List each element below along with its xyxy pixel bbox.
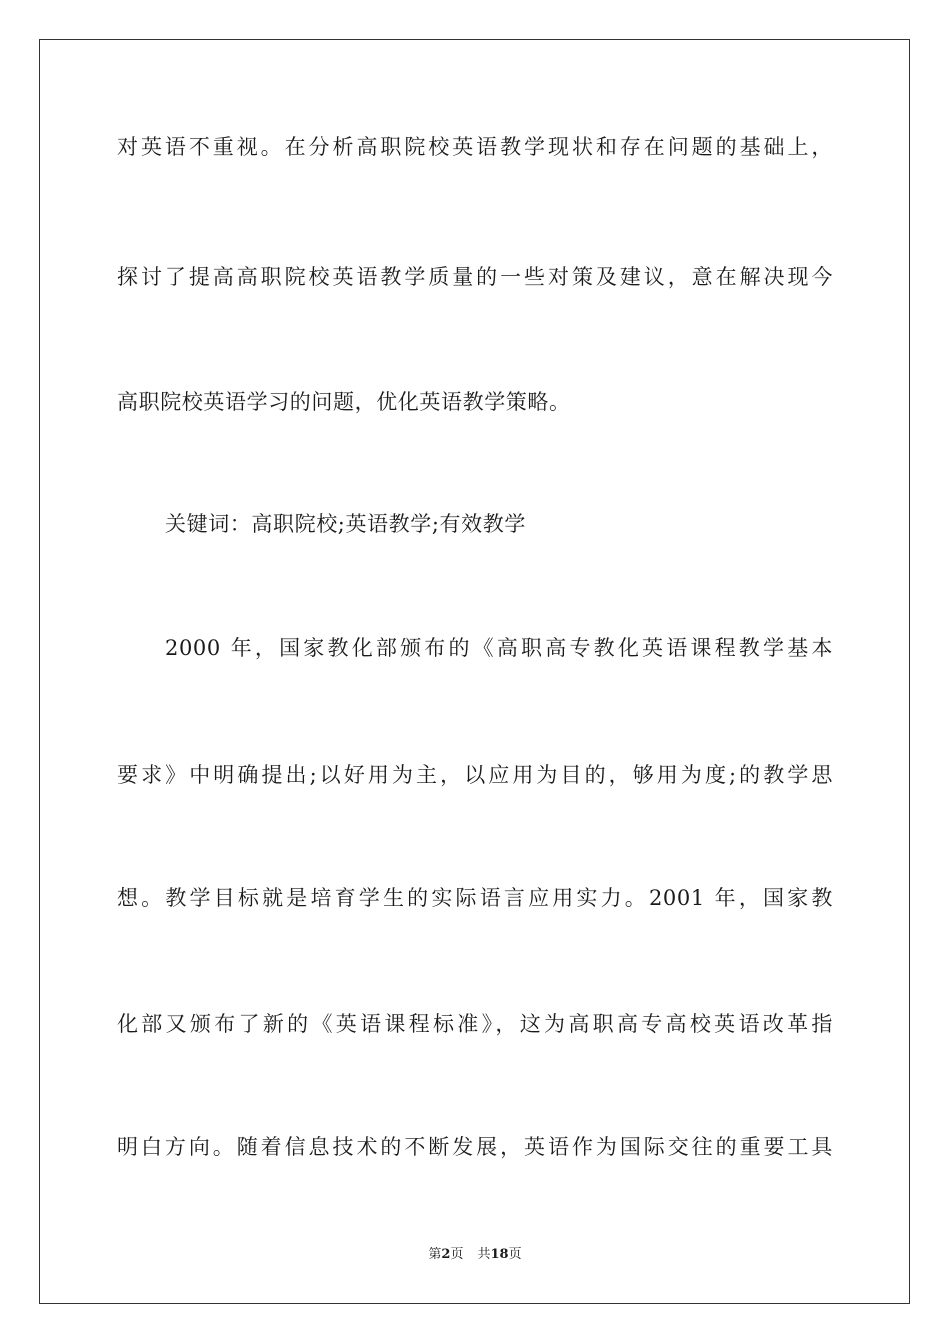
total-pages: 18 — [490, 1247, 509, 1262]
body-text-line: 要求》中明确提出;以好用为主，以应用为目的，够用为度;的教学思 — [117, 763, 833, 787]
body-text-line: 探讨了提高高职院校英语教学质量的一些对策及建议，意在解决现今 — [117, 265, 833, 289]
body-text-line: 对英语不重视。在分析高职院校英语教学现状和存在问题的基础上， — [117, 135, 833, 159]
body-text-line: 明白方向。随着信息技术的不断发展，英语作为国际交往的重要工具 — [117, 1135, 833, 1159]
keywords-line: 关键词：高职院校;英语教学;有效教学 — [165, 512, 526, 536]
page-number: 2 — [441, 1247, 451, 1262]
page-prefix: 第 — [428, 1247, 442, 1262]
total-unit: 页 — [508, 1247, 522, 1262]
body-text-line: 想。教学目标就是培育学生的实际语言应用实力。2001 年，国家教 — [117, 886, 833, 910]
body-text-line: 高职院校英语学习的问题，优化英语教学策略。 — [117, 390, 571, 414]
body-text-line: 2000 年，国家教化部颁布的《高职高专教化英语课程教学基本 — [165, 636, 833, 660]
page-footer — [0, 1246, 950, 1264]
total-prefix: 共 — [477, 1247, 491, 1262]
body-text-line: 化部又颁布了新的《英语课程标准》，这为高职高专高校英语改革指 — [117, 1012, 833, 1036]
page-border — [39, 39, 910, 1304]
page-unit: 页 — [450, 1247, 464, 1262]
